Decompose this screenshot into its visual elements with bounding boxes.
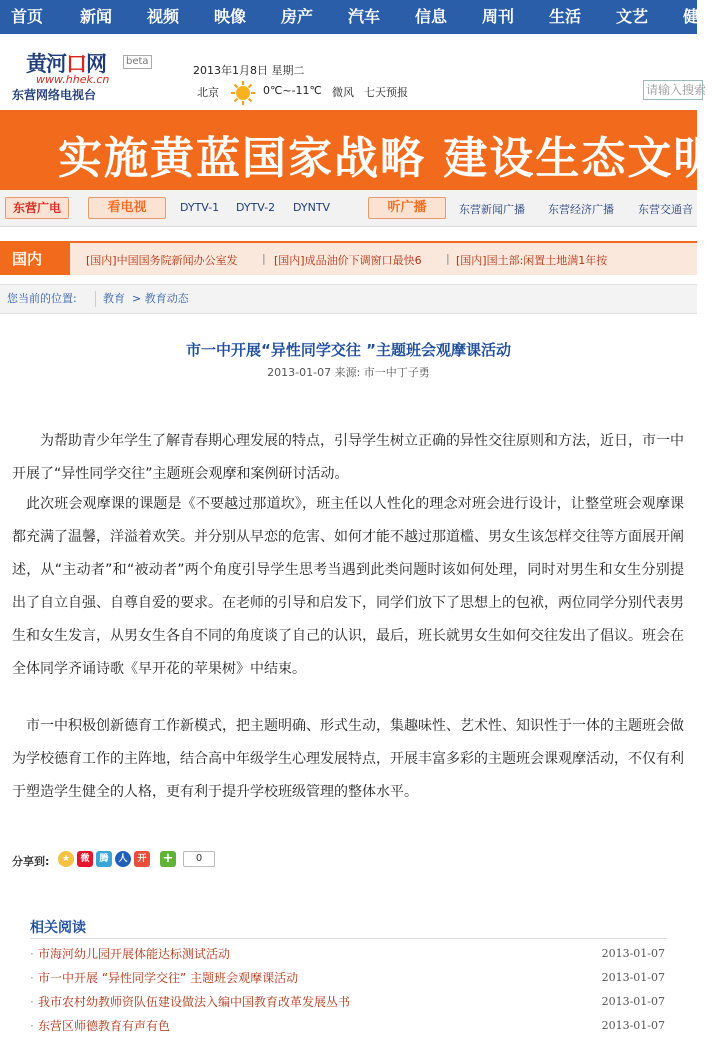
related-item[interactable]	[30, 969, 667, 989]
related-divider	[30, 938, 667, 939]
radio-channel-link[interactable]: 东营经济广播	[548, 203, 614, 216]
banner-slogan: 实施黄蓝国家战略 建设生态文明	[58, 133, 719, 184]
logo-subtitle: 东营网络电视台	[12, 88, 97, 102]
article-paragraph: 此次班会观摩课的课题是《不要越过那道坎》，班主任以人性化的理念对班会进行设计，让整堂班会观摩课都充满了温馨，洋溢着欢笑。并分别从早恋的危害、如何才能不越过那道槛、男女生该怎样交往等方面展开阐述，从“主动者”和“被动者”两个角度引导学生思考当遇到此类问题时该如何处理，同时对男生和女生分别提出了自立自强、自尊自爱的要求。在老师的引导和启发下，同学们放下了思想上的包袱，两位同学分别代表男生和女生发言，从男女生各自不同的角度谈了自己的认识，最后，班长就男女生如何交往发出了倡议。班会在全体同学齐诵诗歌《早开花的苹果树》中结束。	[12, 496, 684, 677]
banner	[0, 110, 719, 190]
breadcrumb-link-education[interactable]: 教育	[103, 292, 125, 305]
related-date: 2013-01-07	[601, 971, 665, 984]
nav-item-auto[interactable]: 汽车	[348, 7, 381, 26]
logo-wordmark: 黄河口网	[26, 52, 106, 76]
related-title[interactable]: 我市农村幼教师资队伍建设做法入编中国教育改革发展丛书	[38, 995, 351, 1009]
tencent-weibo-icon[interactable]: 腾	[96, 851, 112, 867]
bullet: ·	[30, 1019, 34, 1033]
share-count: 0	[183, 851, 215, 867]
nav-item-weekly[interactable]: 周刊	[482, 7, 515, 26]
weather-city: 北京	[197, 86, 219, 99]
related-item[interactable]	[30, 993, 667, 1013]
domestic-label: 国内	[0, 243, 70, 275]
weather-temp: 0℃~-11℃	[263, 84, 322, 97]
headline-separator: |	[446, 252, 450, 265]
top-navigation	[0, 0, 700, 34]
site-logo[interactable]	[12, 48, 162, 102]
nav-item-image[interactable]: 映像	[214, 7, 247, 26]
breadcrumb	[0, 284, 697, 314]
related-heading: 相关阅读	[30, 920, 86, 936]
renren-icon[interactable]: 人	[115, 851, 131, 867]
tv-channel-link[interactable]: DYNTV	[293, 201, 331, 214]
weather-wind: 微风	[332, 86, 354, 99]
article-paragraph: 市一中积极创新德育工作新模式，把主题明确、形式生动，集趣味性、艺术性、知识性于一体的主题班会做为学校德育工作的主阵地，结合高中年级学生心理发展特点，开展丰富多彩的主题班会课观摩活动，不仅有利于塑造学生健全的人格，更有利于提升学校班级管理的整体水平。	[12, 718, 684, 800]
nav-item-house[interactable]: 房产	[281, 7, 314, 26]
headline-link[interactable]: [国内]国土部:闲置土地满1年按	[456, 254, 608, 267]
search-input[interactable]: 请输入搜索	[643, 80, 703, 100]
sun-icon	[230, 80, 256, 106]
watch-tv-button[interactable]: 看电视	[88, 197, 166, 219]
breadcrumb-divider	[95, 291, 96, 307]
radio-channel-link[interactable]: 东营新闻广播	[459, 203, 525, 216]
tv-channel-link[interactable]: DYTV-2	[236, 201, 276, 214]
qzone-icon[interactable]: ★	[58, 851, 74, 867]
share-label: 分享到:	[12, 855, 50, 868]
nav-item-home[interactable]: 首页	[11, 7, 44, 26]
breadcrumb-link-education-news[interactable]: > 教育动态	[132, 292, 189, 305]
article-paragraph: 为帮助青少年学生了解青春期心理发展的特点，引导学生树立正确的异性交往原则和方法，近日，市一中开展了“异性同学交往”主题班会观摩和案例研讨活动。	[12, 433, 684, 482]
listen-radio-button[interactable]: 听广播	[368, 197, 446, 219]
article-title: 市一中开展“异性同学交往 ”主题班会观摩课活动	[186, 341, 511, 359]
nav-item-info[interactable]: 信息	[415, 7, 448, 26]
broadcast-bar	[0, 190, 697, 227]
headline-link[interactable]: [国内]中国国务院新闻办公室发	[86, 254, 238, 267]
nav-item-arts[interactable]: 文艺	[616, 7, 649, 26]
breadcrumb-label: 您当前的位置:	[7, 292, 77, 305]
kaixin-icon[interactable]: 开	[134, 851, 150, 867]
weibo-icon[interactable]: 微	[77, 851, 93, 867]
tv-channel-link[interactable]: DYTV-1	[180, 201, 220, 214]
related-item[interactable]	[30, 1017, 667, 1037]
beta-badge: beta	[123, 55, 152, 69]
related-date: 2013-01-07	[601, 1019, 665, 1032]
radio-tv-button[interactable]: 东营广电	[5, 197, 69, 219]
nav-item-life[interactable]: 生活	[549, 7, 582, 26]
date-line: 2013年1月8日 星期二	[193, 64, 305, 77]
related-item[interactable]	[30, 945, 667, 965]
nav-item-news[interactable]: 新闻	[80, 7, 113, 26]
nav-item-video[interactable]: 视频	[147, 7, 180, 26]
headline-separator: |	[262, 252, 266, 265]
bullet: ·	[30, 995, 34, 1009]
bullet: ·	[30, 947, 34, 961]
radio-channel-link[interactable]: 东营交通音	[638, 203, 693, 216]
forecast-link[interactable]: 七天预报	[364, 86, 408, 99]
related-title[interactable]: 市一中开展 “异性同学交往” 主题班会观摩课活动	[38, 971, 299, 985]
logo-url: www.hhek.cn	[36, 73, 110, 86]
nav-item-health[interactable]: 健	[683, 7, 700, 26]
article-meta: 2013-01-07 来源: 市一中丁子勇	[267, 366, 430, 379]
related-title[interactable]: 市海河幼儿园开展体能达标测试活动	[38, 947, 231, 961]
more-share-icon[interactable]: +	[160, 851, 176, 867]
domestic-news-bar	[0, 241, 697, 275]
related-date: 2013-01-07	[601, 947, 665, 960]
headline-link[interactable]: [国内]成品油价下调窗口最快6	[274, 254, 422, 267]
related-date: 2013-01-07	[601, 995, 665, 1008]
related-title[interactable]: 东营区师德教育有声有色	[38, 1019, 171, 1033]
bullet: ·	[30, 971, 34, 985]
